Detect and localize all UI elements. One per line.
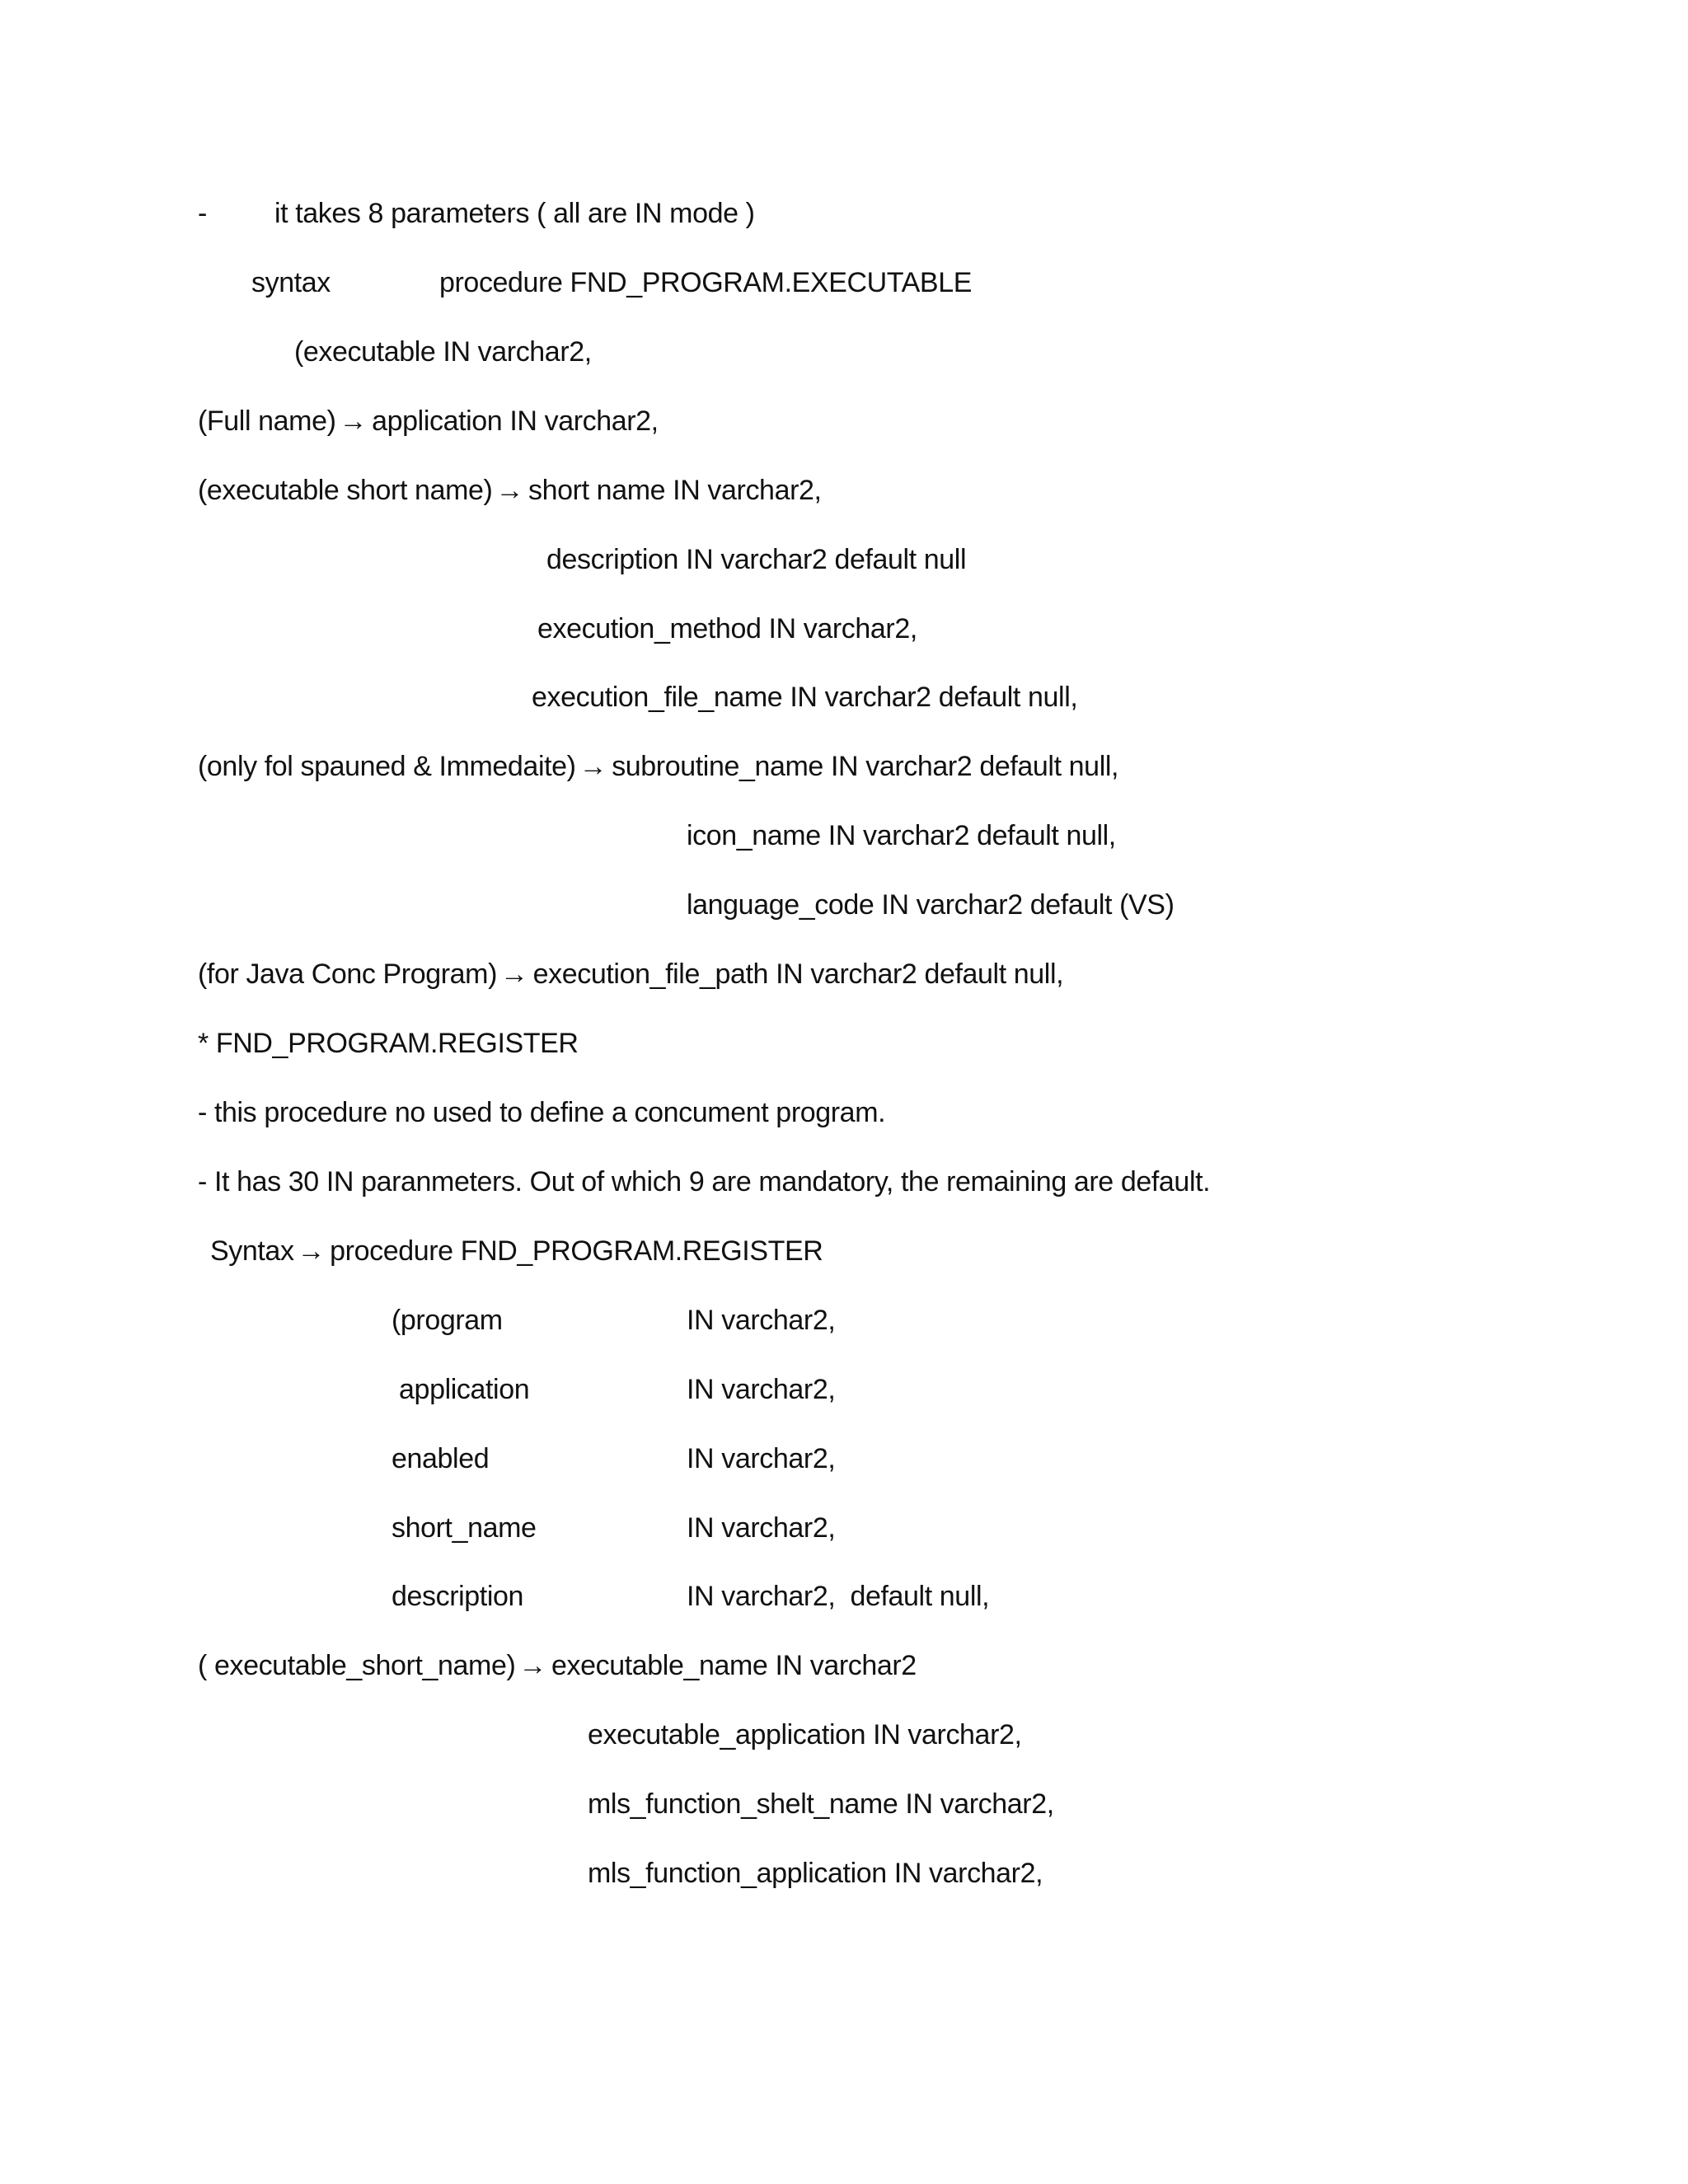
param-short-name-line — [198, 472, 822, 509]
register-heading: * FND_PROGRAM.REGISTER — [198, 1028, 579, 1059]
param-mls-function-application: mls_function_application IN varchar2, — [588, 1858, 1043, 1889]
register-param-type: IN varchar2, — [687, 1305, 836, 1336]
param-icon-name: icon_name IN varchar2 default null, — [687, 820, 1116, 851]
arrow-right-icon: → — [500, 958, 528, 990]
register-purpose: - this procedure no used to define a concument program. — [198, 1097, 886, 1128]
register-param-name: (program — [392, 1305, 503, 1336]
param-executable: (executable IN varchar2, — [294, 336, 592, 368]
register-param-name: application — [392, 1374, 530, 1405]
syntax-label: syntax — [251, 267, 331, 298]
param-executable-name: executable_name IN varchar2 — [551, 1650, 917, 1681]
executable-procedure-signature: procedure FND_PROGRAM.EXECUTABLE — [439, 267, 972, 298]
register-param-name: short_name — [392, 1512, 537, 1544]
annotation-executable-short-name: (executable short name) — [198, 475, 493, 506]
register-param-name: enabled — [392, 1443, 490, 1474]
param-application-line — [198, 403, 659, 439]
parameters-note: it takes 8 parameters ( all are IN mode ) — [274, 198, 755, 229]
arrow-right-icon: → — [297, 1235, 326, 1267]
annotation-spawned-immediate: (only fol spauned & Immedaite) — [198, 751, 576, 782]
param-executable-name-line — [198, 1647, 917, 1684]
param-application: application IN varchar2, — [372, 405, 659, 437]
arrow-right-icon: → — [339, 405, 368, 437]
annotation-executable-short-name: ( executable_short_name) — [198, 1650, 516, 1681]
param-subroutine-name: subroutine_name IN varchar2 default null, — [612, 751, 1119, 782]
arrow-right-icon: → — [495, 475, 524, 506]
param-description: description IN varchar2 default null — [546, 544, 967, 575]
register-param-name: description — [392, 1581, 524, 1612]
arrow-right-icon: → — [518, 1650, 547, 1681]
param-subroutine-line — [198, 748, 1118, 785]
arrow-right-icon: → — [579, 751, 607, 782]
register-param-type: IN varchar2, default null, — [687, 1581, 990, 1612]
register-param-type: IN varchar2, — [687, 1512, 836, 1544]
param-mls-function-short-name: mls_function_shelt_name IN varchar2, — [588, 1788, 1054, 1820]
register-syntax-line — [210, 1233, 823, 1269]
register-param-count: - It has 30 IN paranmeters. Out of which 9 are mandatory, the remaining are default. — [198, 1166, 1211, 1197]
register-procedure-signature: procedure FND_PROGRAM.REGISTER — [330, 1235, 823, 1267]
param-language-code: language_code IN varchar2 default (VS) — [687, 889, 1175, 921]
syntax-label: Syntax — [210, 1235, 294, 1267]
annotation-full-name: (Full name) — [198, 405, 336, 437]
param-execution-file-path: execution_file_path IN varchar2 default null, — [532, 958, 1064, 990]
param-execution-file-path-line — [198, 956, 1063, 992]
register-param-type: IN varchar2, — [687, 1443, 836, 1474]
param-short-name: short name IN varchar2, — [528, 475, 822, 506]
param-executable-application: executable_application IN varchar2, — [588, 1719, 1022, 1750]
annotation-java-conc-program: (for Java Conc Program) — [198, 958, 498, 990]
register-param-type: IN varchar2, — [687, 1374, 836, 1405]
param-execution-method: execution_method IN varchar2, — [537, 613, 917, 644]
param-execution-file-name: execution_file_name IN varchar2 default null, — [532, 682, 1078, 713]
bullet-dash: - — [198, 198, 207, 229]
